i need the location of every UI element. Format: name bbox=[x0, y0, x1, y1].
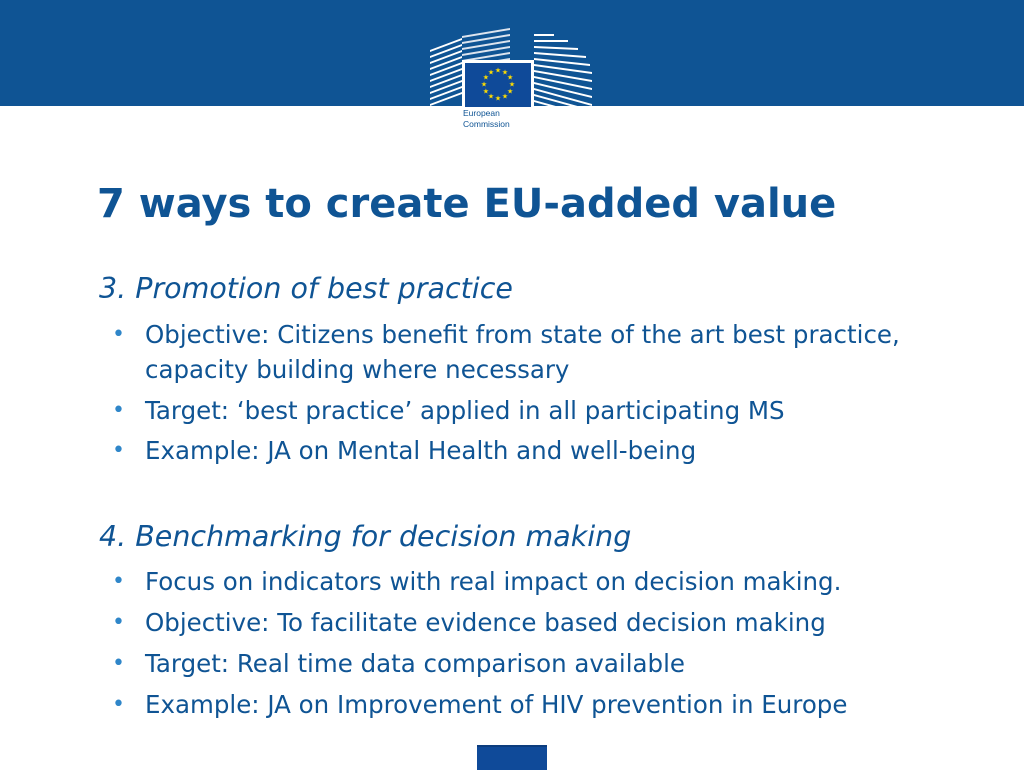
section-heading-best-practice: 3. Promotion of best practice bbox=[99, 272, 513, 305]
svg-text:★: ★ bbox=[487, 68, 495, 77]
section-heading-benchmarking: 4. Benchmarking for decision making bbox=[99, 520, 632, 553]
bullet-benchmarking-objective: • Objective: To facilitate evidence based decision making bbox=[145, 605, 975, 640]
svg-text:★: ★ bbox=[494, 66, 502, 75]
svg-text:★: ★ bbox=[494, 94, 502, 103]
svg-text:★: ★ bbox=[480, 80, 488, 89]
bullet-benchmarking-focus: • Focus on indicators with real impact on decision making. bbox=[145, 564, 975, 599]
footer-eu-flag-icon bbox=[477, 745, 547, 770]
bullet-best-practice-example: • Example: JA on Mental Health and well-being bbox=[145, 433, 975, 468]
logo-label: European Commission bbox=[463, 108, 510, 129]
bullet-best-practice-objective: • Objective: Citizens benefit from state of the art best practice, capacity building where necessary bbox=[145, 317, 975, 387]
svg-text:★: ★ bbox=[506, 73, 514, 82]
svg-text:★: ★ bbox=[487, 92, 495, 101]
slide-title: 7 ways to create EU-added value bbox=[97, 181, 837, 227]
svg-text:★: ★ bbox=[506, 87, 514, 96]
svg-text:★: ★ bbox=[508, 80, 516, 89]
svg-text:★: ★ bbox=[501, 92, 509, 101]
bullet-benchmarking-example: • Example: JA on Improvement of HIV prevention in Europe bbox=[145, 687, 975, 722]
svg-text:★: ★ bbox=[482, 73, 490, 82]
bullet-benchmarking-target: • Target: Real time data comparison available bbox=[145, 646, 975, 681]
svg-text:★: ★ bbox=[501, 68, 509, 77]
bullet-best-practice-target: • Target: ‘best practice’ applied in all participating MS bbox=[145, 393, 975, 428]
svg-text:★: ★ bbox=[482, 87, 490, 96]
